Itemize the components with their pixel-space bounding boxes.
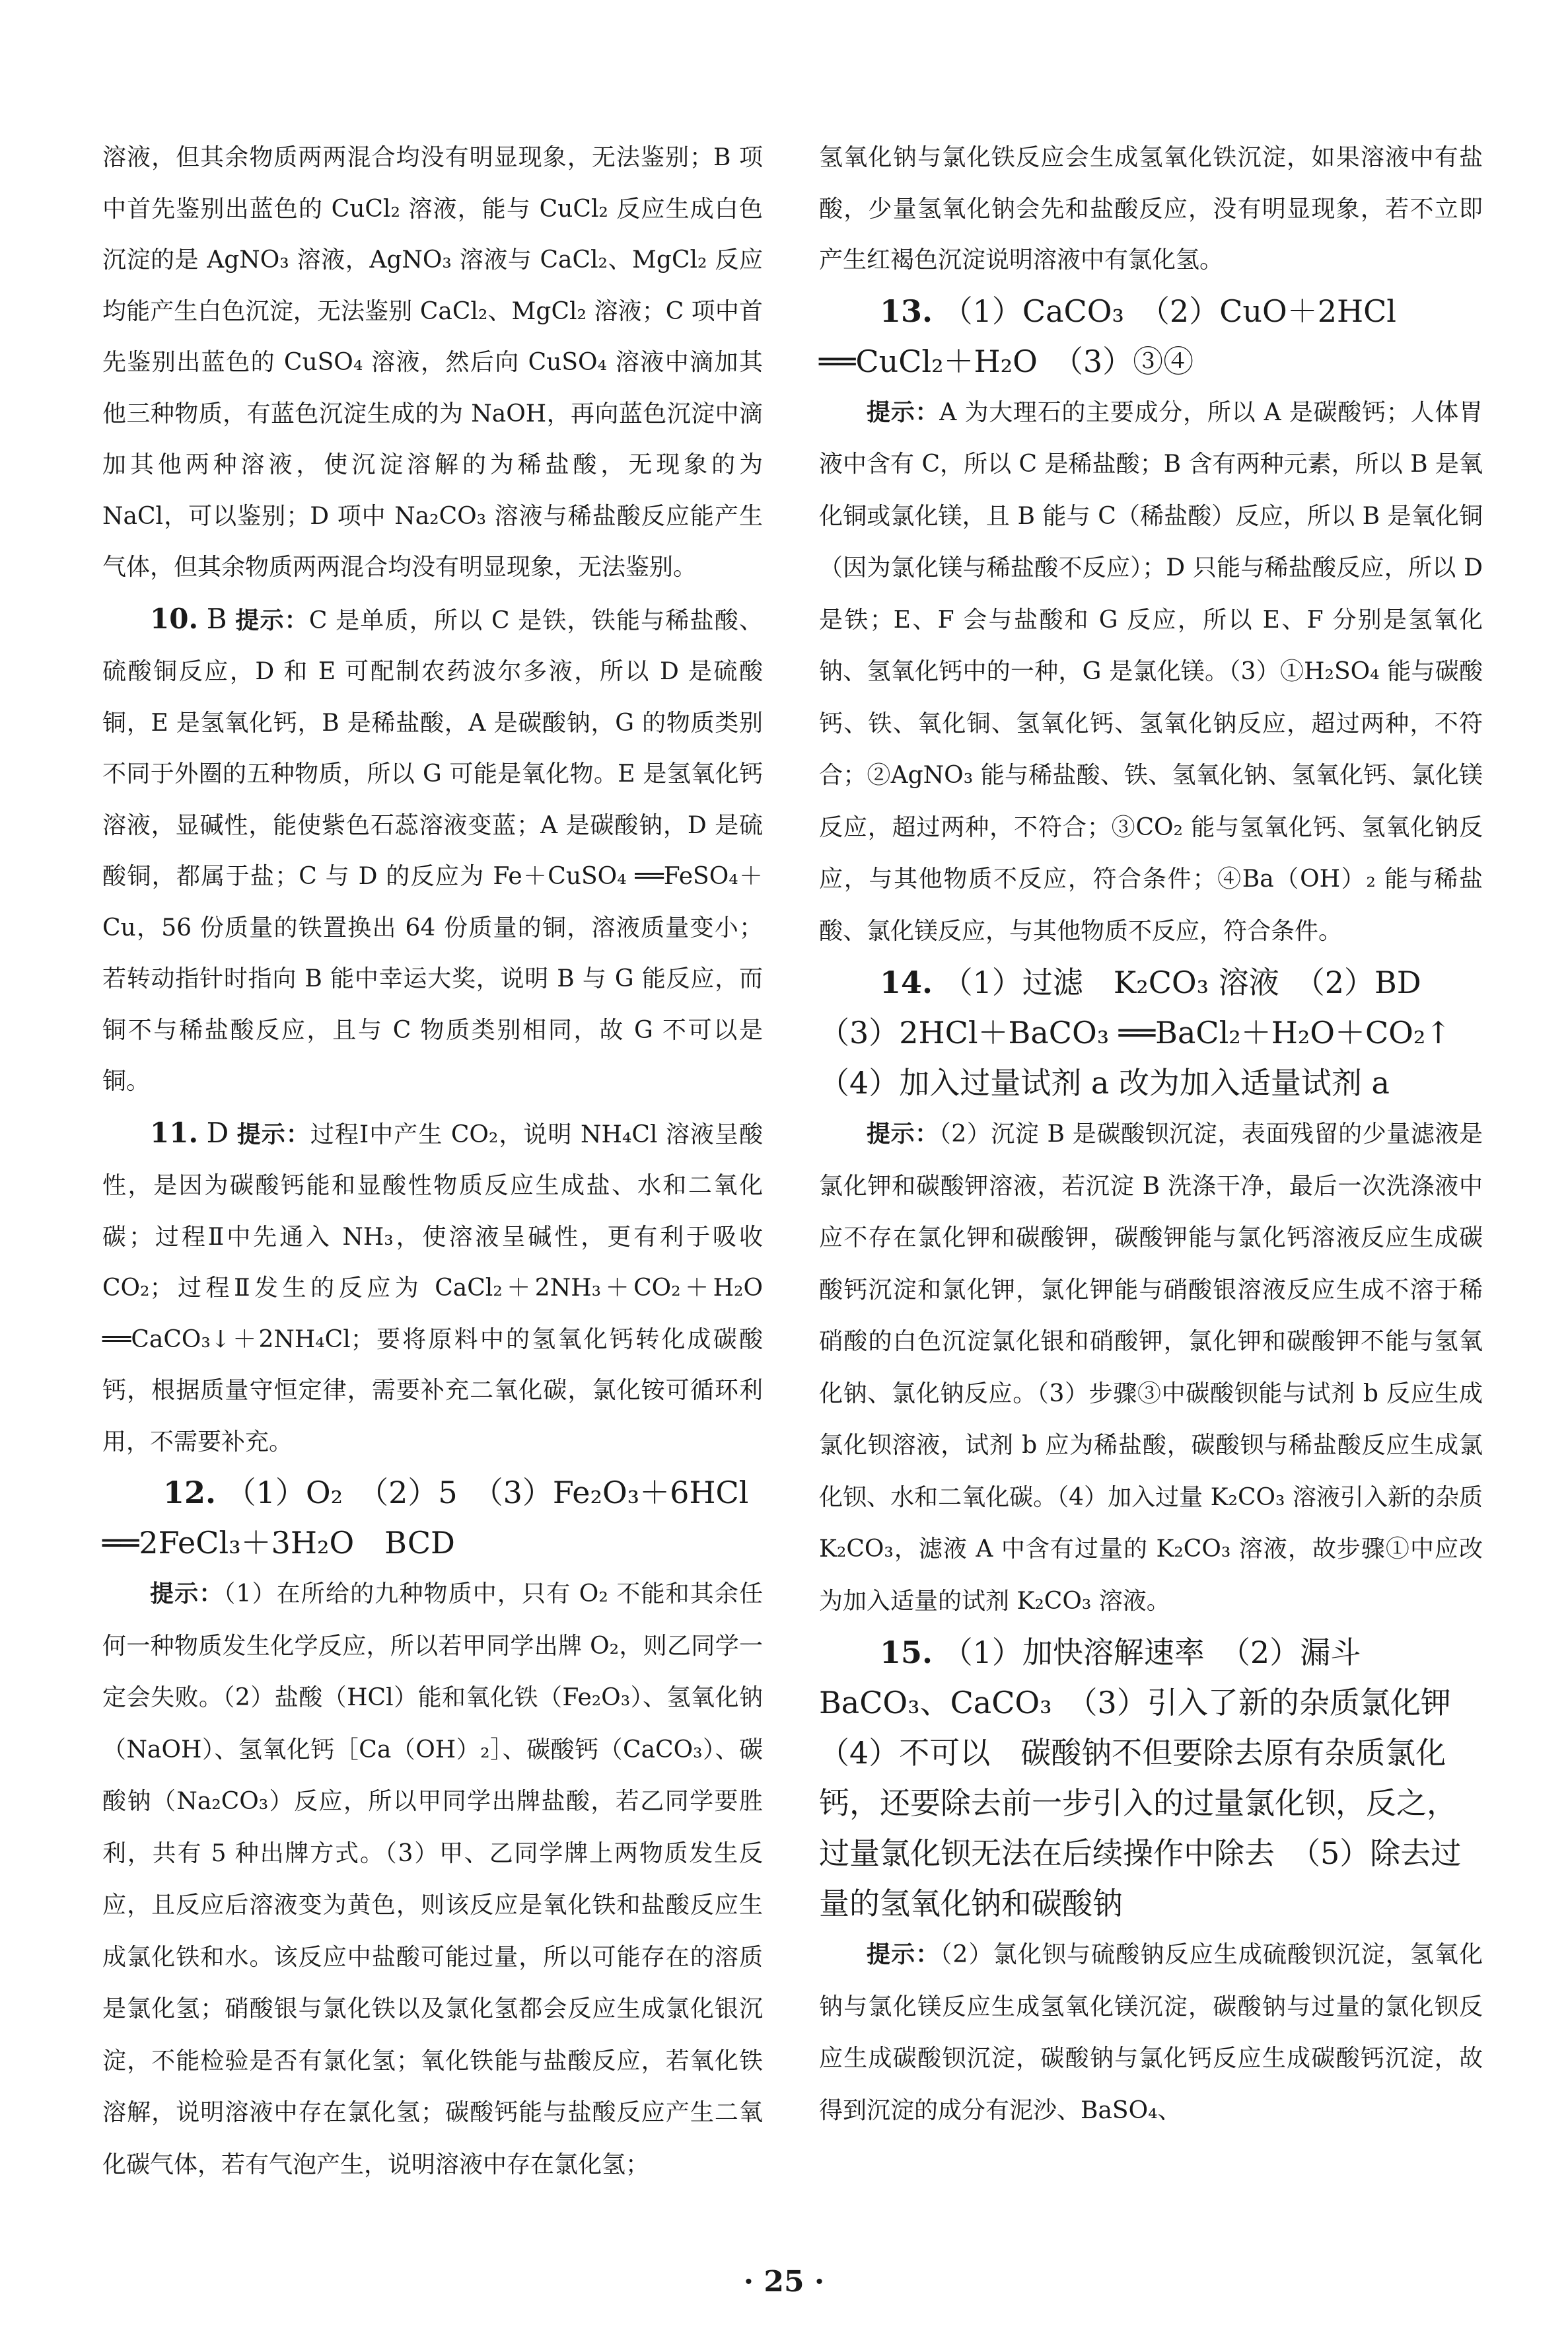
q12-answer: （1）O₂ （2）5 （3）Fe₂O₃＋6HCl ══2FeCl₃＋3H₂O BCD bbox=[102, 1475, 749, 1561]
q13-hint-label: 提示： bbox=[867, 398, 940, 426]
q10-block bbox=[102, 593, 763, 1107]
q15-hint-label: 提示： bbox=[867, 1940, 941, 1968]
q12-continuation: 氢氧化钠与氯化铁反应会生成氢氧化铁沉淀，如果溶液中有盐酸，少量氢氧化钠会先和盐酸反应，没有明显现象，若不立即产生红褐色沉淀说明溶液中有氯化氢。 bbox=[819, 144, 1483, 274]
q11-number: 11. bbox=[150, 1116, 199, 1149]
q13-hint-block bbox=[819, 387, 1483, 958]
q12-hint-text: （1）在所给的九种物质中，只有 O₂ 不能和其余任何一种物质发生化学反应，所以若甲同学出牌 O₂，则乙同学一定会失败。（2）盐酸（HCl）能和氧化铁（Fe₂O₃）、氢氧化钠（NaOH）、氢氧化钙［Ca（OH）₂］、碳酸钙（CaCO₃）、碳酸钠（Na₂CO₃）反应，所以甲同学出牌盐酸，若乙同学要胜利，共有 5 种出牌方式。（3）甲、乙同学牌上两物质发生反应，且反应后溶液变为黄色，则该反应是氧化铁和盐酸反应生成氯化铁和水。该反应中盐酸可能过量，所以可能存在的溶质是氯化氢；硝酸银与氯化铁以及氯化氢都会反应生成氯化银沉淀，不能检验是否有氯化氢；氧化铁能与盐酸反应，若氧化铁溶解，说明溶液中存在氯化氢；碳酸钙能与盐酸反应产生二氧化碳气体，若有气泡产生，说明溶液中存在氯化氢； bbox=[102, 1580, 763, 2178]
q11-block bbox=[102, 1107, 763, 1468]
q12-hint-label: 提示： bbox=[150, 1580, 224, 1607]
q14-answer: （1）过滤 K₂CO₃ 溶液 （2）BD （3）2HCl＋BaCO₃ ══BaCl₂＋H₂O＋CO₂↑ （4）加入过量试剂 a 改为加入适量试剂 a bbox=[819, 965, 1481, 1101]
right-column bbox=[819, 132, 1483, 2137]
q11-hint-text: 过程Ⅰ中产生 CO₂，说明 NH₄Cl 溶液呈酸性，是因为碳酸钙能和显酸性物质反应生成盐、水和二氧化碳；过程Ⅱ中先通入 NH₃，使溶液呈碱性，更有利于吸收 CO₂；过程Ⅱ发生的反应为 CaCl₂＋2NH₃＋CO₂＋H₂O ══CaCO₃↓＋2NH₄Cl；要将原料中的氢氧化钙转化成碳酸钙，根据质量守恒定律，需要补充二氧化碳，氯化铵可循环利用，不需要补充。 bbox=[102, 1121, 763, 1456]
left-column bbox=[102, 132, 763, 2191]
q12-answer-block bbox=[102, 1467, 763, 1568]
q15-answer: （1）加快溶解速率 （2）漏斗 BaCO₃、CaCO₃ （3）引入了新的杂质氯化钾 （4）不可以 碳酸钠不但要除去原有杂质氯化钙，还要除去前一步引入的过量氯化钡，反之，过量氯化钡无法在后续操作中除去 （5）除去过量的氢氧化钠和碳酸钠 bbox=[819, 1635, 1481, 1921]
q14-hint-block bbox=[819, 1108, 1483, 1627]
q11-answer: D bbox=[206, 1116, 229, 1149]
q14-answer-block bbox=[819, 957, 1483, 1108]
q15-hint-text: （2）氯化钡与硫酸钠反应生成硫酸钡沉淀，氢氧化钠与氯化镁反应生成氢氧化镁沉淀，碳酸钠与过量的氯化钡反应生成碳酸钡沉淀，碳酸钠与氯化钙反应生成碳酸钙沉淀，故得到沉淀的成分有泥沙、BaSO₄、 bbox=[819, 1941, 1483, 2124]
q12-hint-block bbox=[102, 1568, 763, 2191]
q13-answer: （1）CaCO₃ （2）CuO＋2HCl ══CuCl₂＋H₂O （3）③④ bbox=[819, 293, 1396, 379]
q15-answer-block bbox=[819, 1627, 1483, 1929]
q10-hint-text: C 是单质，所以 C 是铁，铁能与稀盐酸、硫酸铜反应，D 和 E 可配制农药波尔多液，所以 D 是硫酸铜，E 是氢氧化钙，B 是稀盐酸，A 是碳酸钠，G 的物质类别不同于外圈的五种物质，所以 G 可能是氧化物。E 是氢氧化钙溶液，显碱性，能使紫色石蕊溶液变蓝；A 是碳酸钠，D 是硫酸铜，都属于盐；C 与 D 的反应为 Fe＋CuSO₄ ══FeSO₄＋Cu，56 份质量的铁置换出 64 份质量的铜，溶液质量变小；若转动指针时指向 B 能中幸运大奖，说明 B 与 G 能反应，而铜不与稀盐酸反应，且与 C 物质类别相同，故 G 不可以是铜。 bbox=[102, 607, 763, 1095]
q11-hint-label: 提示： bbox=[236, 1120, 310, 1148]
q13-number: 13. bbox=[880, 293, 933, 329]
q10-hint-label: 提示： bbox=[235, 606, 309, 634]
q15-hint-block bbox=[819, 1929, 1483, 2137]
q12-number: 12. bbox=[163, 1475, 217, 1510]
q9-continuation: 溶液，但其余物质两两混合均没有明显现象，无法鉴别；B 项中首先鉴别出蓝色的 CuCl₂ 溶液，能与 CuCl₂ 反应生成白色沉淀的是 AgNO₃ 溶液，AgNO₃ 溶液与 CaCl₂、MgCl₂ 反应均能产生白色沉淀，无法鉴别 CaCl₂、MgCl₂ 溶液；C 项中首先鉴别出蓝色的 CuSO₄ 溶液，然后向 CuSO₄ 溶液中滴加其他三种物质，有蓝色沉淀生成的为 NaOH，再向蓝色沉淀中滴加其他两种溶液，使沉淀溶解的为稀盐酸，无现象的为 NaCl，可以鉴别；D 项中 Na₂CO₃ 溶液与稀盐酸反应能产生气体，但其余物质两两混合均没有明显现象，无法鉴别。 bbox=[102, 144, 763, 581]
q10-number: 10. bbox=[150, 602, 199, 635]
q14-hint-text: （2）沉淀 B 是碳酸钡沉淀，表面残留的少量滤液是氯化钾和碳酸钾溶液，若沉淀 B 洗涤干净，最后一次洗涤液中应不存在氯化钾和碳酸钾，碳酸钾能与氯化钙溶液反应生成碳酸钙沉淀和氯化钾，氯化钾能与硝酸银溶液反应生成不溶于稀硝酸的白色沉淀氯化银和硝酸钾，氯化钾和碳酸钾不能与氢氧化钠、氯化钠反应。（3）步骤③中碳酸钡能与试剂 b 反应生成氯化钡溶液，试剂 b 应为稀盐酸，碳酸钡与稀盐酸反应生成氯化钡、水和二氧化碳。（4）加入过量 K₂CO₃ 溶液引入新的杂质 K₂CO₃，滤液 A 中含有过量的 K₂CO₃ 溶液，故步骤①中应改为加入适量的试剂 K₂CO₃ 溶液。 bbox=[819, 1121, 1483, 1615]
q15-number: 15. bbox=[880, 1635, 933, 1670]
q14-number: 14. bbox=[880, 965, 933, 1000]
page-number: · 25 · bbox=[743, 2265, 825, 2299]
q14-hint-label: 提示： bbox=[867, 1120, 939, 1148]
q13-answer-block bbox=[819, 286, 1483, 387]
q13-hint-text: A 为大理石的主要成分，所以 A 是碳酸钙；人体胃液中含有 C，所以 C 是稀盐酸；B 含有两种元素，所以 B 是氧化铜或氯化镁，且 B 能与 C（稀盐酸）反应，所以 B 是氧化铜（因为氯化镁与稀盐酸不反应）；D 只能与稀盐酸反应，所以 D 是铁；E、F 会与盐酸和 G 反应，所以 E、F 分别是氢氧化钠、氢氧化钙中的一种，G 是氯化镁。（3）①H₂SO₄ 能与碳酸钙、铁、氧化铜、氢氧化钙、氢氧化钠反应，超过两种，不符合；②AgNO₃ 能与稀盐酸、铁、氢氧化钠、氢氧化钙、氯化镁反应，超过两种，不符合；③CO₂ 能与氢氧化钙、氢氧化钠反应，与其他物质不反应，符合条件；④Ba（OH）₂ 能与稀盐酸、氯化镁反应，与其他物质不反应，符合条件。 bbox=[819, 398, 1483, 945]
q10-answer: B bbox=[206, 602, 227, 635]
